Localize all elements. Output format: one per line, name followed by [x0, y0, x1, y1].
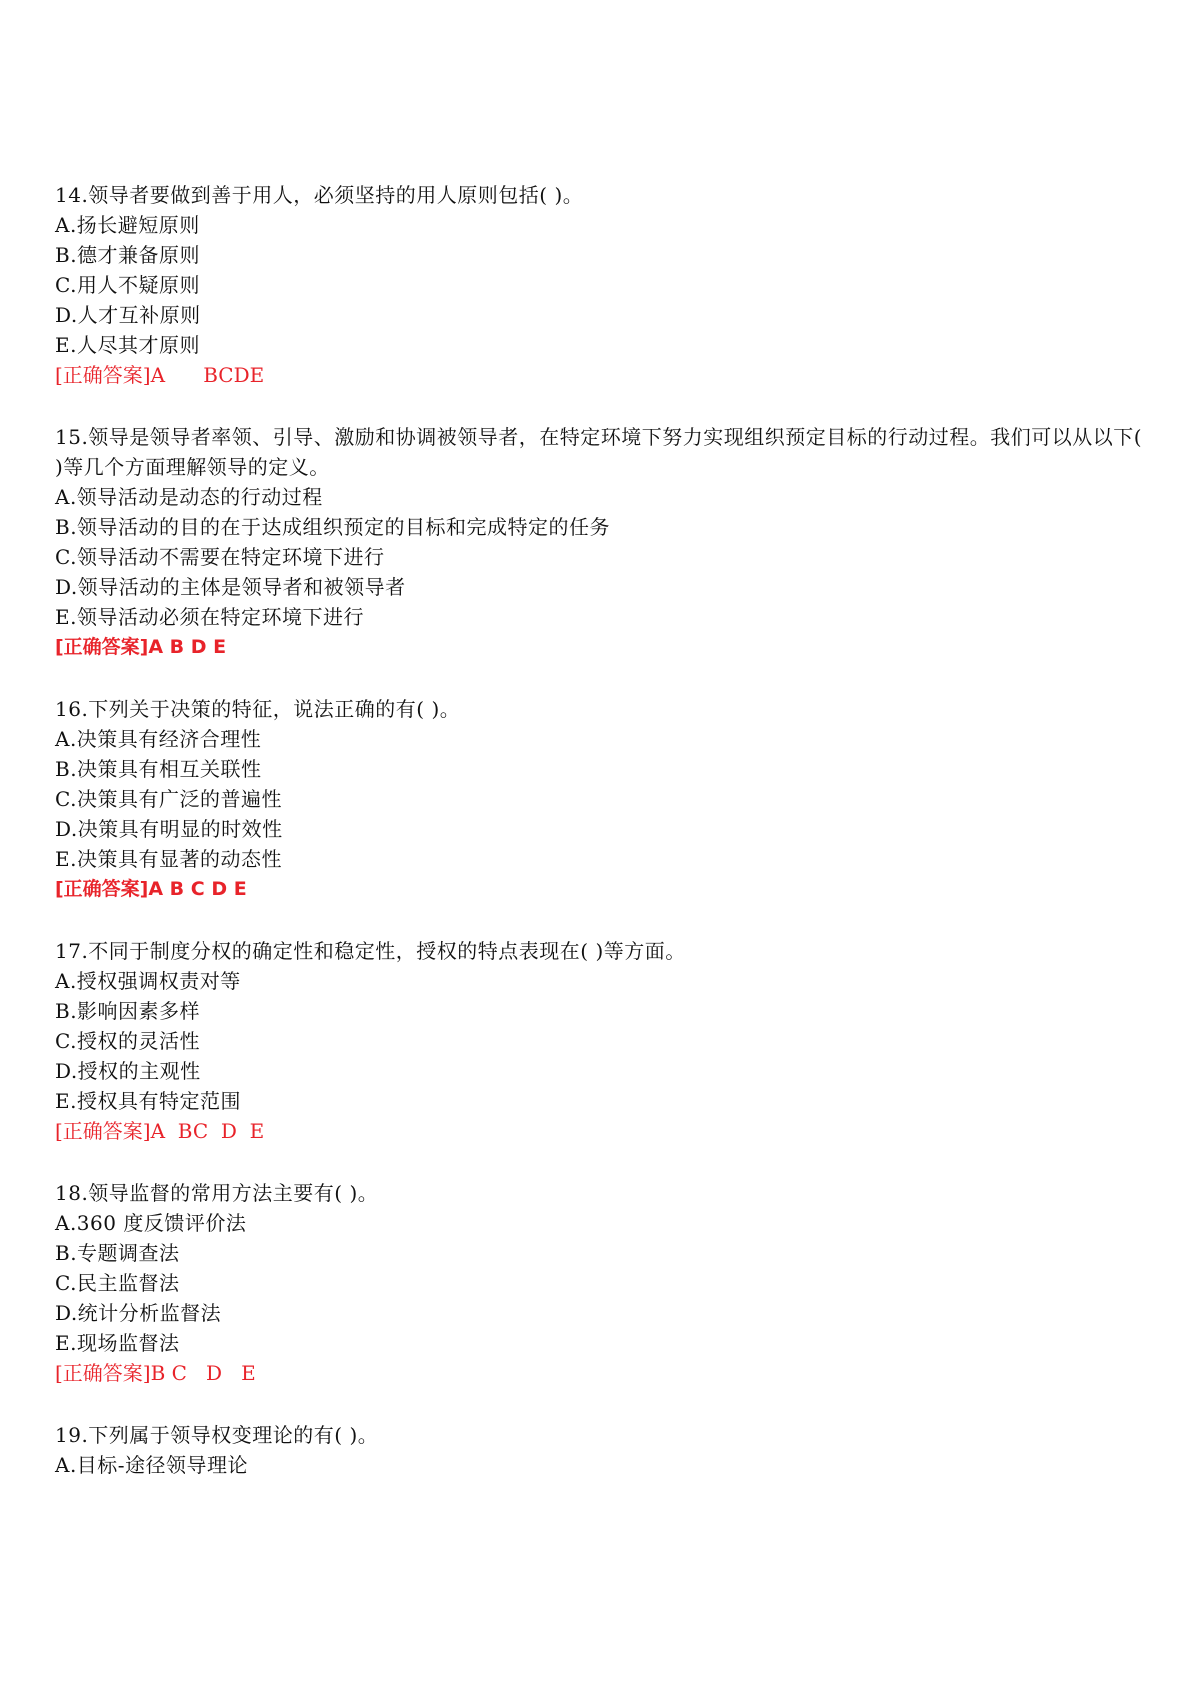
question-19 — [55, 1420, 1145, 1480]
option-e: E.决策具有显著的动态性 — [55, 847, 282, 871]
option-d: D.领导活动的主体是领导者和被领导者 — [55, 575, 406, 599]
question-14 — [55, 180, 1145, 390]
option-d: D.人才互补原则 — [55, 303, 201, 327]
question-stem: 16.下列关于决策的特征，说法正确的有( )。 — [55, 697, 461, 721]
question-stem: 18.领导监督的常用方法主要有( )。 — [55, 1181, 379, 1205]
option-a: A.授权强调权责对等 — [55, 969, 241, 993]
option-a: A.目标-途径领导理论 — [55, 1453, 249, 1477]
option-b: B.专题调查法 — [55, 1241, 180, 1265]
spacer — [55, 390, 1145, 422]
option-d: D.决策具有明显的时效性 — [55, 817, 283, 841]
option-c: C.决策具有广泛的普遍性 — [55, 787, 282, 811]
document-page — [55, 180, 1145, 1480]
question-stem: 14.领导者要做到善于用人，必须坚持的用人原则包括( )。 — [55, 183, 584, 207]
option-c: C.授权的灵活性 — [55, 1029, 200, 1053]
correct-answer: [正确答案]B C D E — [55, 1361, 256, 1385]
correct-answer: [正确答案]A B D E — [55, 636, 227, 658]
option-a: A.决策具有经济合理性 — [55, 727, 262, 751]
question-stem: 15.领导是领导者率领、引导、激励和协调被领导者，在特定环境下努力实现组织预定目标的行动过程。我们可以从以下( )等几个方面理解领导的定义。 — [55, 425, 1143, 479]
correct-answer: [正确答案]A B C D E — [55, 878, 247, 900]
correct-answer: [正确答案]A BCDE — [55, 363, 265, 387]
option-c: C.领导活动不需要在特定环境下进行 — [55, 545, 385, 569]
question-17 — [55, 936, 1145, 1146]
option-d: D.授权的主观性 — [55, 1059, 201, 1083]
option-c: C.用人不疑原则 — [55, 273, 200, 297]
option-a: A.扬长避短原则 — [55, 213, 200, 237]
spacer — [55, 662, 1145, 694]
option-b: B.决策具有相互关联性 — [55, 757, 262, 781]
option-e: E.现场监督法 — [55, 1331, 180, 1355]
question-stem: 17.不同于制度分权的确定性和稳定性，授权的特点表现在( )等方面。 — [55, 939, 686, 963]
option-a: A.领导活动是动态的行动过程 — [55, 485, 323, 509]
option-c: C.民主监督法 — [55, 1271, 180, 1295]
option-a: A.360 度反馈评价法 — [55, 1211, 247, 1235]
option-b: B.德才兼备原则 — [55, 243, 201, 267]
option-e: E.领导活动必须在特定环境下进行 — [55, 605, 364, 629]
option-d: D.统计分析监督法 — [55, 1301, 222, 1325]
option-b: B.影响因素多样 — [55, 999, 201, 1023]
option-e: E.人尽其才原则 — [55, 333, 200, 357]
spacer — [55, 1388, 1145, 1420]
question-15 — [55, 422, 1145, 662]
question-18 — [55, 1178, 1145, 1388]
question-stem: 19.下列属于领导权变理论的有( )。 — [55, 1423, 379, 1447]
option-b: B.领导活动的目的在于达成组织预定的目标和完成特定的任务 — [55, 515, 611, 539]
spacer — [55, 904, 1145, 936]
correct-answer: [正确答案]A BC D E — [55, 1119, 265, 1143]
question-16 — [55, 694, 1145, 904]
spacer — [55, 1146, 1145, 1178]
option-e: E.授权具有特定范围 — [55, 1089, 241, 1113]
